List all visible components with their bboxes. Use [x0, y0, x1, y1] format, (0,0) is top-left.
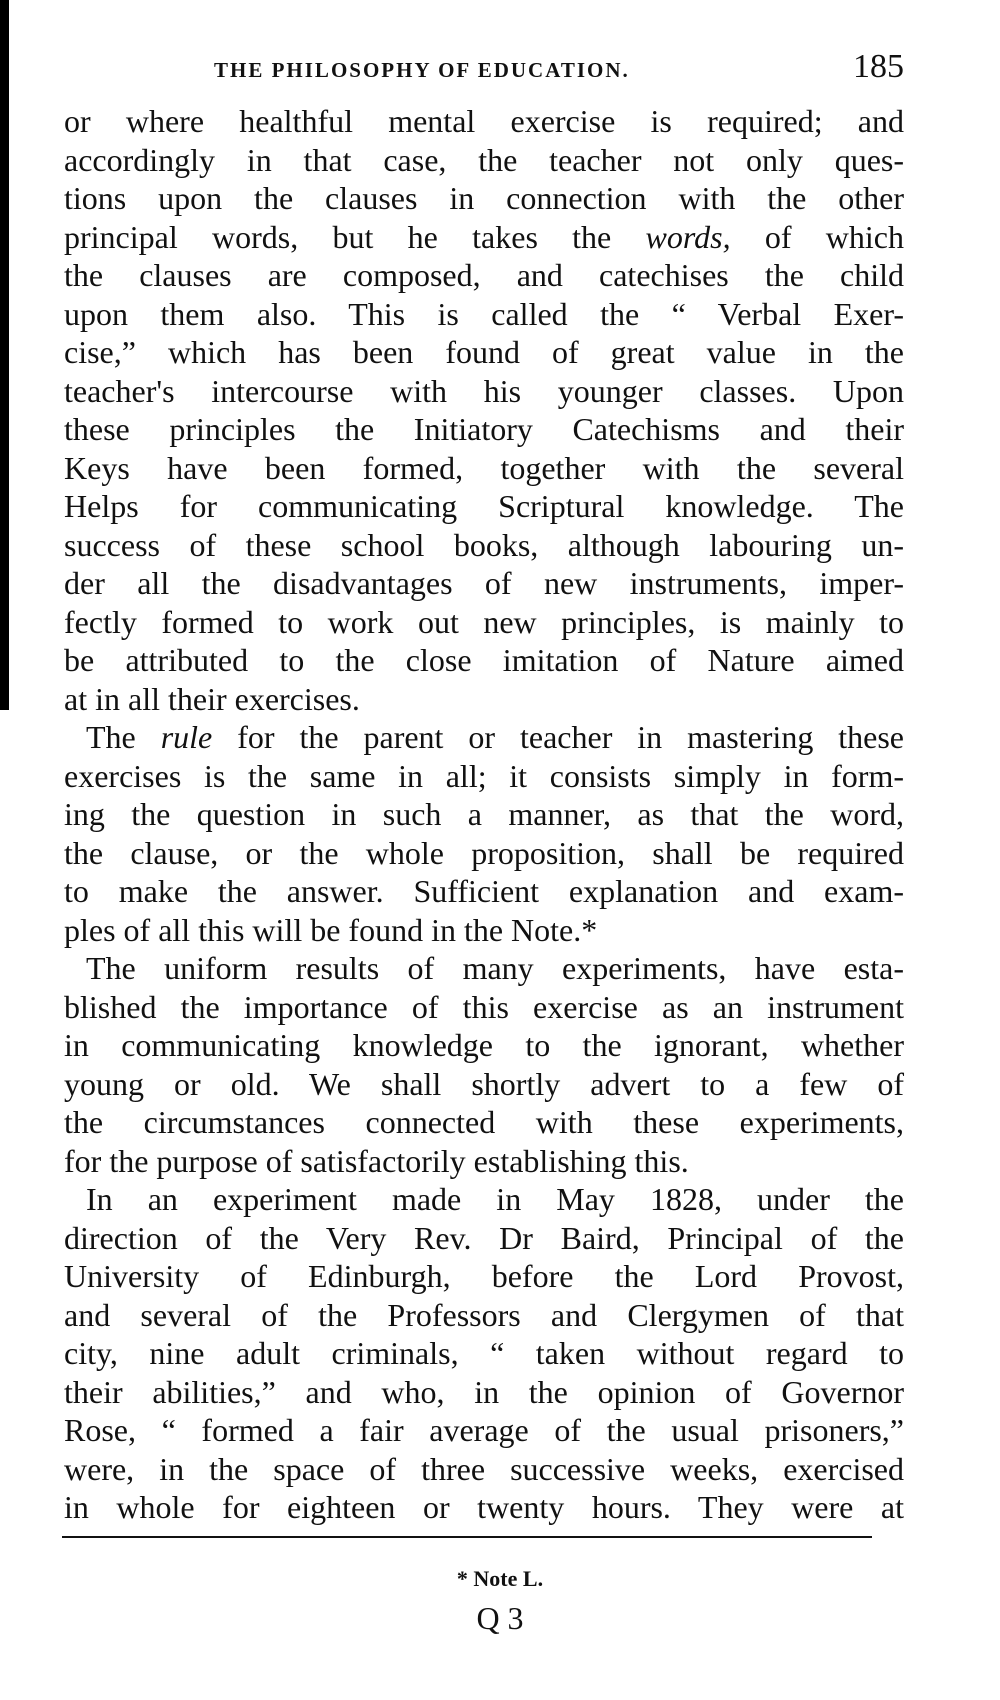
text: these principles the Initiatory Catechisms and their: [64, 411, 904, 447]
text-line: [64, 1450, 904, 1489]
text: tions upon the clauses in connection with the other: [64, 180, 904, 216]
text: the clauses are composed, and catechises the child: [64, 257, 904, 293]
text-line: [64, 333, 904, 372]
text: ples of all this will be found in the Note.*: [64, 911, 598, 948]
text: at in all their exercises.: [64, 680, 360, 717]
running-title: THE PHILOSOPHY OF EDUCATION.: [214, 58, 630, 82]
text-line: [64, 372, 904, 411]
text: blished the importance of this exercise as an instrument: [64, 988, 904, 1025]
text-line: [64, 1411, 904, 1450]
text: teacher's intercourse with his younger classes. Upon: [64, 372, 904, 409]
paragraph: [64, 102, 904, 718]
text-line: [64, 641, 904, 680]
text-line: [64, 911, 904, 950]
text-line: [64, 179, 904, 218]
text: ing the question in such a manner, as that the word,: [64, 796, 904, 832]
text-line: [64, 1026, 904, 1065]
text: the circumstances connected with these experiments,: [64, 1104, 904, 1140]
text-line: [64, 218, 904, 257]
text: to make the answer. Sufficient explanation and exam-: [64, 873, 904, 909]
text: of which: [730, 218, 904, 255]
text: young or old. We shall shortly advert to a few of: [64, 1065, 904, 1102]
text: accordingly in that case, the teacher not only ques-: [64, 141, 904, 178]
text: der all the disadvantages of new instruments, imper-: [64, 565, 904, 601]
text: and several of the Professors and Clergymen of that: [64, 1296, 904, 1333]
text: for the purpose of satisfactorily establishing this.: [64, 1142, 689, 1179]
text-line: [64, 1373, 904, 1412]
text: be attributed to the close imitation of Nature aimed: [64, 642, 904, 678]
text-line: [64, 718, 904, 757]
body-text: [64, 102, 904, 1527]
text-line: [64, 680, 904, 719]
signature-mark: Q 3: [476, 1600, 524, 1636]
text-line: [64, 1219, 904, 1258]
text: exercises is the same in all; it consists simply in form-: [64, 757, 904, 794]
footnote: * Note L.: [456, 1566, 544, 1591]
italic-text: words,: [645, 218, 731, 255]
text-line: [64, 102, 904, 141]
text-line: [64, 526, 904, 565]
paragraph: [64, 718, 904, 949]
text: The uniform results of many experiments, have esta-: [86, 950, 904, 986]
text-line: [64, 256, 904, 295]
text: city, nine adult criminals, “ taken without regard to: [64, 1335, 904, 1371]
text: principal words, but he takes the: [64, 218, 646, 255]
text: for the parent or teacher in mastering these: [212, 719, 905, 755]
text: in communicating knowledge to the ignorant, whether: [64, 1027, 904, 1063]
text-line: [64, 872, 904, 911]
text: in whole for eighteen or twenty hours. They were at: [64, 1489, 904, 1525]
text: direction of the Very Rev. Dr Baird, Principal of the: [64, 1219, 904, 1256]
scan-edge: [0, 0, 9, 710]
text-line: [64, 757, 904, 796]
page-header: [64, 48, 904, 88]
text: fectly formed to work out new principles, is mainly to: [64, 603, 904, 640]
paragraph: [64, 949, 904, 1180]
text: upon them also. This is called the “ Verbal Exer-: [64, 295, 904, 332]
text: Rose, “ formed a fair average of the usual prisoners,”: [64, 1412, 904, 1448]
text: cise,” which has been found of great value in the: [64, 334, 904, 370]
text: In an experiment made in May 1828, under the: [86, 1181, 904, 1217]
text-line: [64, 834, 904, 873]
text: success of these school books, although labouring un-: [64, 526, 904, 563]
text: their abilities,” and who, in the opinion of Governor: [64, 1373, 904, 1410]
text-line: [64, 1103, 904, 1142]
text: were, in the space of three successive weeks, exercised: [64, 1450, 904, 1487]
text-line: [64, 410, 904, 449]
text: or where healthful mental exercise is required; and: [64, 103, 904, 139]
text: The: [86, 719, 161, 755]
italic-text: rule: [160, 719, 213, 755]
text-line: [64, 449, 904, 488]
text-line: [64, 487, 904, 526]
text-line: [64, 949, 904, 988]
text: Helps for communicating Scriptural knowledge. The: [64, 488, 904, 524]
text: University of Edinburgh, before the Lord Provost,: [64, 1258, 904, 1294]
text-line: [64, 1334, 904, 1373]
text-line: [64, 603, 904, 642]
text-line: [64, 141, 904, 180]
text: Keys have been formed, together with the several: [64, 449, 904, 486]
text-line: [64, 1296, 904, 1335]
text-line: [64, 1257, 904, 1296]
paragraph: [64, 1180, 904, 1527]
page-number: 185: [853, 48, 904, 85]
text-line: [64, 988, 904, 1027]
text-line: [64, 1142, 904, 1181]
text-line: [64, 295, 904, 334]
text-line: [64, 795, 904, 834]
text-line: [64, 1065, 904, 1104]
text-line: [64, 1488, 904, 1527]
text: the clause, or the whole proposition, shall be required: [64, 834, 904, 871]
text-line: [64, 564, 904, 603]
text-line: [64, 1180, 904, 1219]
footnote-rule: [62, 1536, 872, 1538]
